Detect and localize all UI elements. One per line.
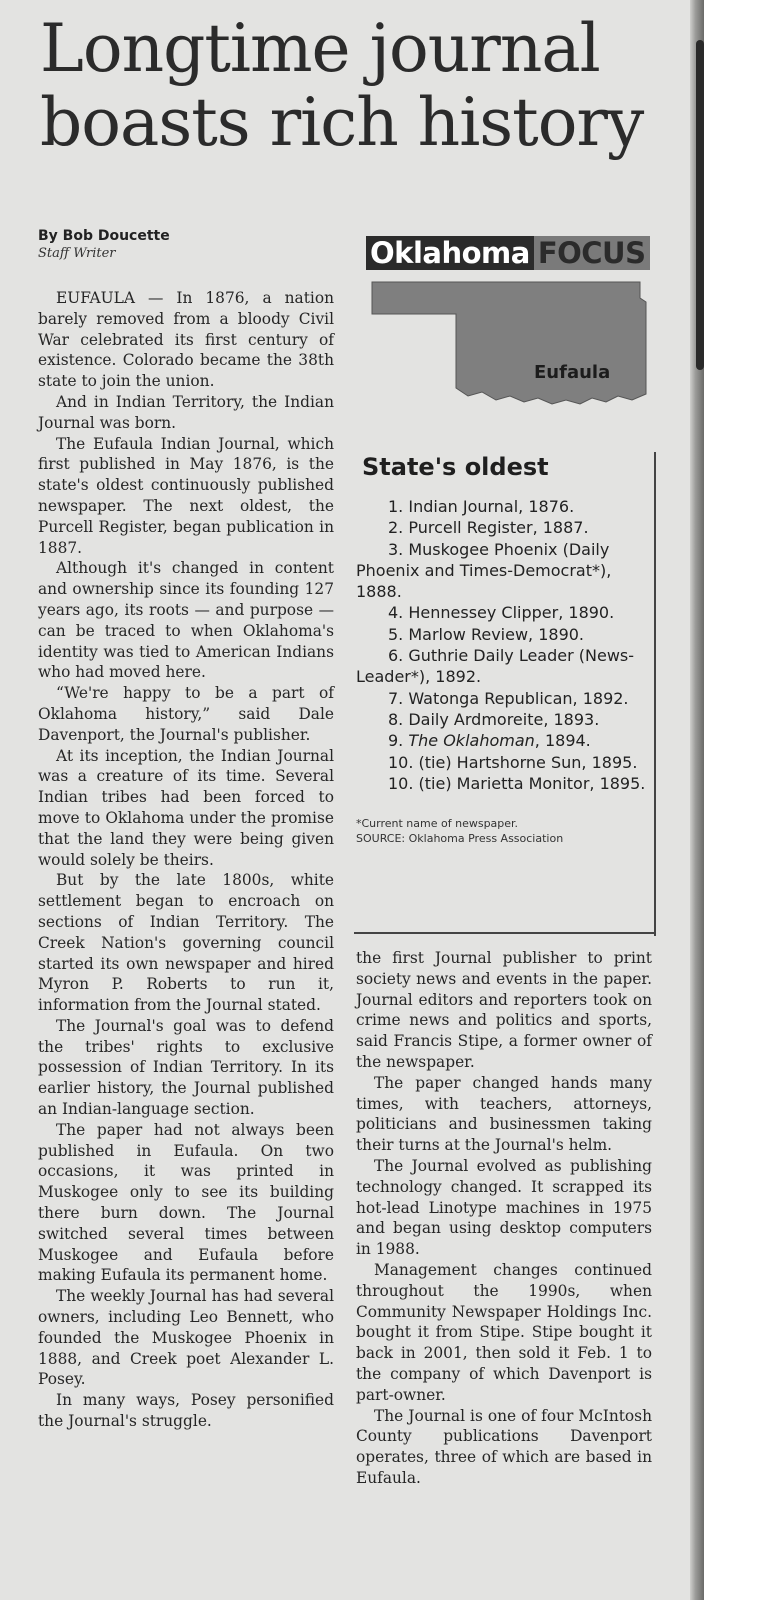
newspaper-list-item: [356, 624, 646, 645]
article-paragraph: But by the late 1800s, white settlement began to encroach on sections of Indian Territory. The Creek Nation's governing council started its own newspaper and hired Myron P. Roberts to run it, information from the Journal stated.: [38, 871, 334, 1015]
list-item-suffix: , 1894.: [534, 731, 591, 751]
list-item-text: 2. Purcell Register, 1887.: [388, 518, 589, 538]
article-paragraph: The weekly Journal has had several owners, including Leo Bennett, who founded the Muskogee Phoenix in 1888, and Creek poet Alexander L. Posey.: [38, 1287, 334, 1389]
focus-banner: [366, 234, 646, 272]
article-column-2: [356, 948, 652, 1489]
list-item-text: 9.: [388, 731, 409, 751]
footnote-text: *Current name of newspaper.: [356, 817, 519, 831]
newspaper-list-item: [356, 773, 646, 794]
article-column-1: [38, 288, 334, 1432]
list-item-text: 6. Guthrie Daily Leader (News-Leader*), 1892.: [356, 646, 635, 687]
article-paragraph: “We're happy to be a part of Oklahoma history,” said Dale Davenport, the Journal's publisher.: [38, 684, 334, 744]
newspaper-list-item: [356, 517, 646, 538]
article-paragraph: And in Indian Territory, the Indian Journal was born.: [38, 392, 334, 432]
article-paragraph-continued: the first Journal publisher to print society news and events in the paper. Journal editors and reporters took on crime news and politics and sports, said Francis Stipe, a former owner of the newspaper.: [356, 949, 652, 1071]
list-item-text: 7. Watonga Republican, 1892.: [388, 688, 629, 708]
oklahoma-map: [370, 276, 660, 436]
newspaper-list-item: [356, 496, 646, 517]
sidebar-list: [354, 496, 654, 794]
article-paragraph: At its inception, the Indian Journal was a creature of its time. Several Indian tribes had been forced to move to Oklahoma under the promise that the land they were being given would solely be theirs.: [38, 746, 334, 869]
newspaper-list-item: [356, 602, 646, 623]
list-item-text: 10. (tie) Hartshorne Sun, 1895.: [388, 752, 638, 772]
headline: Longtime journal boasts rich history: [40, 10, 644, 161]
article-paragraph: The Journal's goal was to defend the tribes' rights to exclusive possession of Indian Territory. In its earlier history, the Journal published an Indian-language section.: [38, 1016, 334, 1119]
sidebar-bottom-rule: [354, 932, 656, 934]
article-paragraph: The Journal evolved as publishing technology changed. It scrapped its hot-lead Linotype machines in 1975 and began using desktop computers in 1988.: [356, 1156, 652, 1259]
author-role: Staff Writer: [38, 246, 116, 261]
list-item-text: 8. Daily Ardmoreite, 1893.: [388, 709, 600, 729]
author-name: By Bob Doucette: [38, 228, 170, 244]
article-paragraph: The Journal is one of four McIntosh County publications Davenport operates, three of which are based in Eufaula.: [356, 1406, 652, 1487]
list-item-text: 1. Indian Journal, 1876.: [388, 497, 575, 516]
newspaper-list-item: [356, 688, 646, 709]
list-item-text: 5. Marlow Review, 1890.: [388, 624, 585, 644]
article-paragraph: EUFAULA — In 1876, a nation barely removed from a bloody Civil War celebrated its first century of existence. Colorado became the 38th state to join the union.: [38, 289, 334, 391]
source-text: SOURCE: Oklahoma Press Association: [356, 832, 564, 846]
focus-brand-oklahoma: Oklahoma: [366, 236, 534, 270]
focus-brand-focus: FOCUS: [534, 236, 650, 270]
state-oldest-sidebar: [354, 452, 656, 936]
article-paragraph: The paper had not always been published in Eufaula. On two occasions, it was printed in Muskogee only to see its building there burn down. The Journal switched several times between Muskogee and Eufaula before making Eufaula its permanent home.: [38, 1120, 334, 1285]
list-item-text: 4. Hennessey Clipper, 1890.: [388, 603, 615, 623]
newspaper-list-item: [356, 752, 646, 773]
list-item-italic-title: The Oklahoman: [408, 731, 535, 751]
article-paragraph: Although it's changed in content and ownership since its founding 127 years ago, its roots — and purpose — can be traced to when Oklahoma's identity was tied to American Indians who had moved here.: [38, 559, 334, 682]
newspaper-list-item: [356, 539, 646, 603]
list-item-text: 10. (tie) Marietta Monitor, 1895.: [388, 773, 646, 793]
article-paragraph: In many ways, Posey personified the Journal's struggle.: [38, 1391, 334, 1431]
byline: [38, 228, 338, 261]
newspaper-list-item: [356, 645, 646, 688]
oklahoma-focus-graphic: [366, 226, 666, 436]
map-city-label: Eufaula: [534, 362, 611, 383]
newspaper-list-item: [356, 730, 646, 751]
list-item-text: 3. Muskogee Phoenix (Daily Phoenix and Times-Democrat*), 1888.: [356, 539, 612, 602]
article-paragraph: The Eufaula Indian Journal, which first published in May 1876, is the state's oldest continuously published newspaper. The next oldest, the Purcell Register, began publication in 1887.: [38, 434, 334, 557]
article-paragraph: The paper changed hands many times, with teachers, attorneys, politicians and businessmen taking their turns at the Journal's helm.: [356, 1073, 652, 1155]
newspaper-list-item: [356, 709, 646, 730]
article-paragraph: Management changes continued throughout the 1990s, when Community Newspaper Holdings Inc. bought it from Stipe. Stipe bought it back in 2001, then sold it Feb. 1 to the company of which Davenport is part-owner.: [356, 1260, 652, 1404]
sidebar-title: State's oldest: [362, 453, 549, 481]
sidebar-footnote: [356, 816, 654, 846]
page-edge-mark: [696, 40, 704, 370]
